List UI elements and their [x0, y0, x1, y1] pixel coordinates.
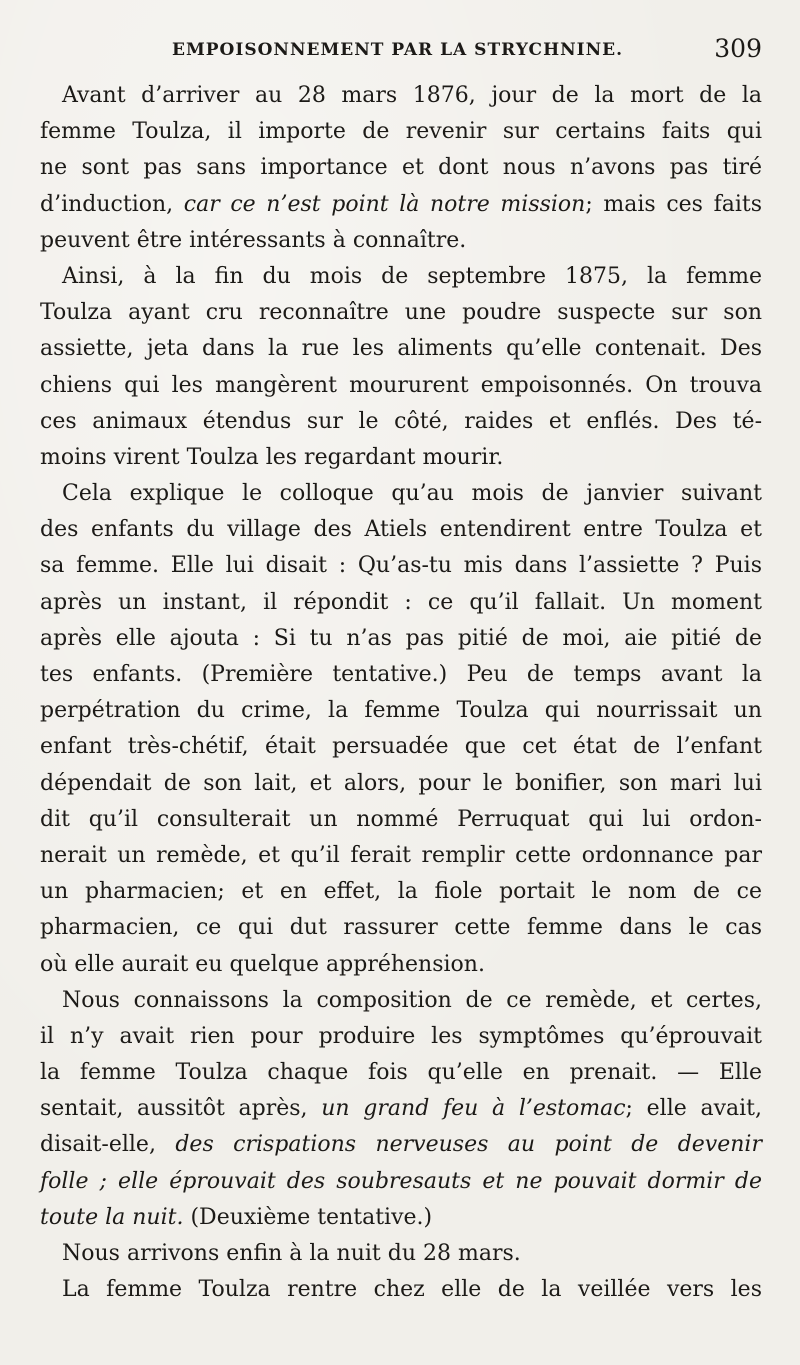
text-line: ces animaux étendus sur le côté, raides et enflés. Des té- [40, 408, 762, 434]
text-segment: disait-elle, [40, 1132, 156, 1158]
text-line: assiette, jeta dans la rue les aliments qu’elle contenait. Des [40, 336, 762, 362]
text-segment: sentait, aussitôt après, [40, 1096, 308, 1122]
text-line: dépendait de son lait, et alors, pour le bonifier, son mari lui [40, 770, 762, 796]
italic-text: car ce n’est point là notre mission [183, 191, 586, 217]
text-line: La femme Toulza rentre chez elle de la veillée vers les [62, 1277, 762, 1303]
text-line: tes enfants. (Première tentative.) Peu de temps avant la [40, 662, 762, 687]
text-line: chiens qui les mangèrent moururent empoisonnés. On trouva [40, 372, 762, 398]
text-line [40, 1091, 762, 1127]
text-line: après un instant, il répondit : ce qu’il fallait. Un moment [40, 589, 762, 615]
text-line [40, 1127, 762, 1163]
text-line: Nous arrivons enfin à la nuit du 28 mars. [62, 1241, 521, 1266]
text-line: ne sont pas sans importance et dont nous n’avons pas tiré [40, 155, 762, 181]
running-head: EMPOISONNEMENT PAR LA STRYCHNINE. [172, 40, 624, 60]
text-line: après elle ajouta : Si tu n’as pas pitié de moi, aie pitié de [40, 625, 762, 651]
text-line [40, 1200, 762, 1236]
text-line: des enfants du village des Atiels entendirent entre Toulza et [40, 517, 762, 543]
text-segment: d’induction, [40, 191, 174, 217]
page-number: 309 [714, 34, 762, 63]
text-line: où elle aurait eu quelque appréhension. [40, 951, 485, 977]
text-line: Nous connaissons la composition de ce remède, et certes, [62, 987, 762, 1013]
italic-text: un grand feu à l’estomac [321, 1096, 626, 1122]
text-line: enfant très-chétif, était persuadée que cet état de l’enfant [40, 734, 762, 760]
text-line: dit qu’il consulterait un nommé Perruquat qui lui ordon- [40, 806, 762, 832]
body-text [40, 78, 762, 1308]
text-line: perpétration du crime, la femme Toulza qui nourrissait un [40, 698, 762, 724]
text-segment: ; mais ces faits [585, 191, 762, 217]
italic-text: toute la nuit. [40, 1204, 184, 1230]
text-line: un pharmacien; et en effet, la fiole portait le nom de ce [40, 879, 762, 905]
text-line: Ainsi, à la fin du mois de septembre 1875, la femme [62, 263, 762, 289]
text-line: Avant d’arriver au 28 mars 1876, jour de la mort de la [62, 83, 762, 108]
text-segment: (Deuxième tentative.) [190, 1204, 433, 1230]
text-line: femme Toulza, il importe de revenir sur certains faits qui [40, 119, 762, 145]
text-line: la femme Toulza chaque fois qu’elle en prenait. — Elle [40, 1060, 762, 1086]
text-segment: ; elle avait, [625, 1096, 763, 1122]
text-line: il n’y avait rien pour produire les symptômes qu’éprouvait [40, 1023, 762, 1049]
italic-line: folle ; elle éprouvait des soubresauts et ne pouvait dormir de [40, 1168, 762, 1194]
text-line: moins virent Toulza les regardant mourir. [40, 444, 504, 470]
italic-text: des crispations nerveuses au point de devenir [175, 1132, 762, 1158]
text-line: peuvent être intéressants à connaître. [40, 227, 467, 253]
page-header [40, 30, 760, 70]
text-line: pharmacien, ce qui dut rassurer cette femme dans le cas [40, 915, 762, 941]
text-line: sa femme. Elle lui disait : Qu’as-tu mis dans l’assiette ? Puis [40, 553, 762, 579]
text-line: Cela explique le colloque qu’au mois de janvier suivant [62, 481, 762, 507]
text-line [40, 187, 762, 223]
text-line: nerait un remède, et qu’il ferait remplir cette ordonnance par [40, 842, 762, 868]
text-line: Toulza ayant cru reconnaître une poudre suspecte sur son [40, 300, 762, 326]
